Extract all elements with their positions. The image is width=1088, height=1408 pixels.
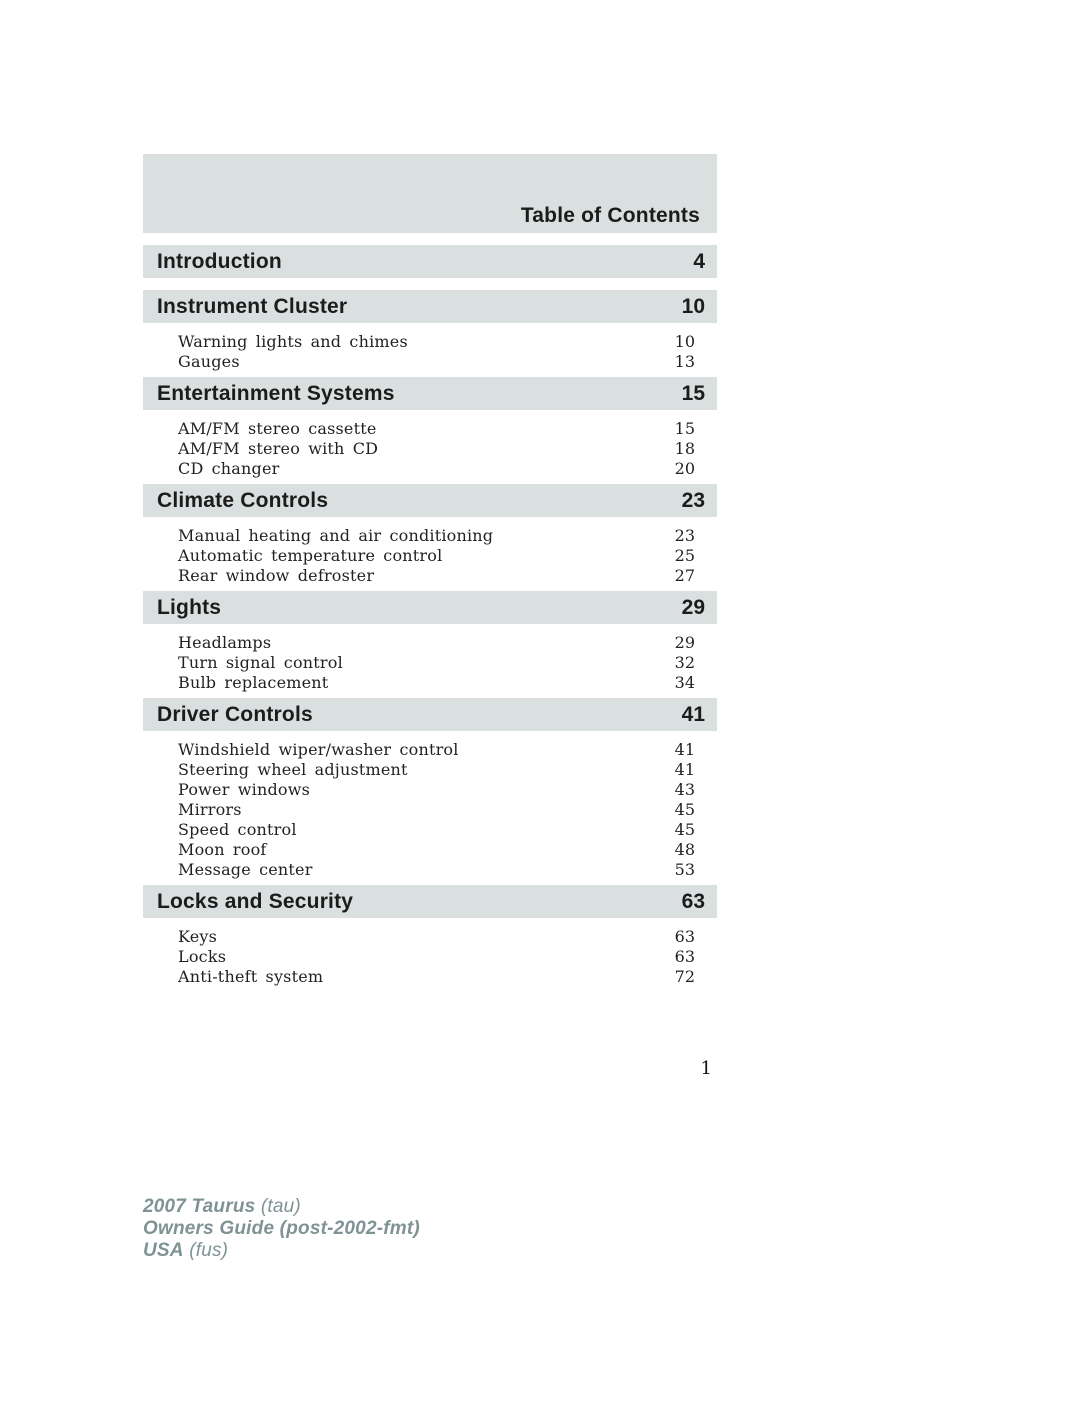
entry-title: Windshield wiper/washer control [178, 740, 459, 759]
toc [143, 245, 717, 992]
entry-title: Steering wheel adjustment [178, 760, 408, 779]
toc-entry [178, 947, 695, 967]
entry-page-number: 29 [674, 633, 695, 652]
footer-model-bold: 2007 Taurus [143, 1196, 256, 1217]
section-header-bar [143, 245, 717, 278]
entry-title: Keys [178, 927, 218, 946]
entry-title: Moon roof [178, 840, 267, 859]
section-page-number: 63 [681, 889, 705, 913]
toc-section [143, 377, 717, 484]
toc-column [143, 0, 717, 992]
entry-title: Warning lights and chimes [178, 332, 408, 351]
entry-title: Power windows [178, 780, 311, 799]
entry-title: AM/FM stereo cassette [178, 419, 377, 438]
entry-title: AM/FM stereo with CD [178, 439, 379, 458]
entry-page-number: 45 [674, 800, 695, 819]
entry-page-number: 13 [674, 352, 695, 371]
section-page-number: 15 [681, 381, 705, 405]
entry-page-number: 15 [674, 419, 695, 438]
entry-page-number: 48 [674, 840, 695, 859]
toc-entry [178, 566, 695, 586]
toc-entry [178, 546, 695, 566]
section-items [143, 323, 717, 377]
section-page-number: 41 [681, 702, 705, 726]
toc-entry [178, 760, 695, 780]
entry-page-number: 41 [674, 740, 695, 759]
toc-entry [178, 927, 695, 947]
toc-entry [178, 419, 695, 439]
toc-entry [178, 840, 695, 860]
entry-title: Bulb replacement [178, 673, 329, 692]
section-items [143, 918, 717, 992]
entry-page-number: 72 [674, 967, 695, 986]
entry-page-number: 53 [674, 860, 695, 879]
footer-market-code: (fus) [189, 1240, 229, 1261]
section-title: Introduction [157, 249, 282, 273]
footer-line-market [143, 1240, 420, 1262]
entry-title: Turn signal control [178, 653, 343, 672]
section-header-bar [143, 885, 717, 918]
footer-market-bold: USA [143, 1240, 184, 1261]
section-title: Climate Controls [157, 488, 329, 512]
entry-title: Headlamps [178, 633, 272, 652]
entry-title: Anti-theft system [178, 967, 324, 986]
entry-title: CD changer [178, 459, 280, 478]
entry-title: Rear window defroster [178, 566, 375, 585]
page-title: Table of Contents [520, 204, 700, 227]
footer-guide-bold: Owners Guide (post-2002-fmt) [143, 1218, 420, 1239]
title-banner [143, 154, 717, 233]
entry-title: Speed control [178, 820, 297, 839]
entry-title: Message center [178, 860, 313, 879]
folio-page-number: 1 [700, 1058, 712, 1079]
section-title: Lights [157, 595, 222, 619]
entry-title: Gauges [178, 352, 240, 371]
entry-page-number: 41 [674, 760, 695, 779]
footer-line-model [143, 1196, 420, 1218]
entry-page-number: 10 [674, 332, 695, 351]
section-title: Entertainment Systems [157, 381, 395, 405]
entry-page-number: 43 [674, 780, 695, 799]
section-header-bar [143, 591, 717, 624]
section-items [143, 410, 717, 484]
section-header-bar [143, 698, 717, 731]
section-title: Driver Controls [157, 702, 313, 726]
section-page-number: 29 [681, 595, 705, 619]
toc-entry [178, 780, 695, 800]
section-items [143, 624, 717, 698]
entry-page-number: 63 [674, 927, 695, 946]
toc-entry [178, 439, 695, 459]
section-items [143, 731, 717, 885]
toc-entry [178, 820, 695, 840]
toc-entry [178, 526, 695, 546]
toc-entry [178, 740, 695, 760]
toc-section [143, 290, 717, 377]
toc-entry [178, 800, 695, 820]
entry-page-number: 45 [674, 820, 695, 839]
section-header-bar [143, 484, 717, 517]
entry-title: Locks [178, 947, 227, 966]
toc-entry [178, 633, 695, 653]
entry-page-number: 34 [674, 673, 695, 692]
toc-section [143, 245, 717, 278]
toc-entry [178, 332, 695, 352]
toc-section [143, 591, 717, 698]
entry-page-number: 25 [674, 546, 695, 565]
toc-entry [178, 653, 695, 673]
entry-title: Manual heating and air conditioning [178, 526, 494, 545]
toc-section [143, 484, 717, 591]
section-header-bar [143, 377, 717, 410]
entry-page-number: 63 [674, 947, 695, 966]
entry-title: Mirrors [178, 800, 242, 819]
entry-page-number: 18 [674, 439, 695, 458]
entry-title: Automatic temperature control [178, 546, 443, 565]
footer-model-code: (tau) [260, 1196, 301, 1217]
section-page-number: 23 [681, 488, 705, 512]
footer-line-guide [143, 1218, 420, 1240]
section-page-number: 10 [681, 294, 705, 318]
section-title: Locks and Security [157, 889, 354, 913]
toc-entry [178, 860, 695, 880]
footer-colophon [143, 1196, 420, 1262]
section-page-number: 4 [693, 249, 705, 273]
entry-page-number: 27 [674, 566, 695, 585]
toc-entry [178, 673, 695, 693]
entry-page-number: 23 [674, 526, 695, 545]
toc-entry [178, 352, 695, 372]
toc-entry [178, 967, 695, 987]
section-header-bar [143, 290, 717, 323]
entry-page-number: 20 [674, 459, 695, 478]
toc-section [143, 885, 717, 992]
section-items [143, 517, 717, 591]
toc-section [143, 698, 717, 885]
section-title: Instrument Cluster [157, 294, 348, 318]
toc-entry [178, 459, 695, 479]
entry-page-number: 32 [674, 653, 695, 672]
